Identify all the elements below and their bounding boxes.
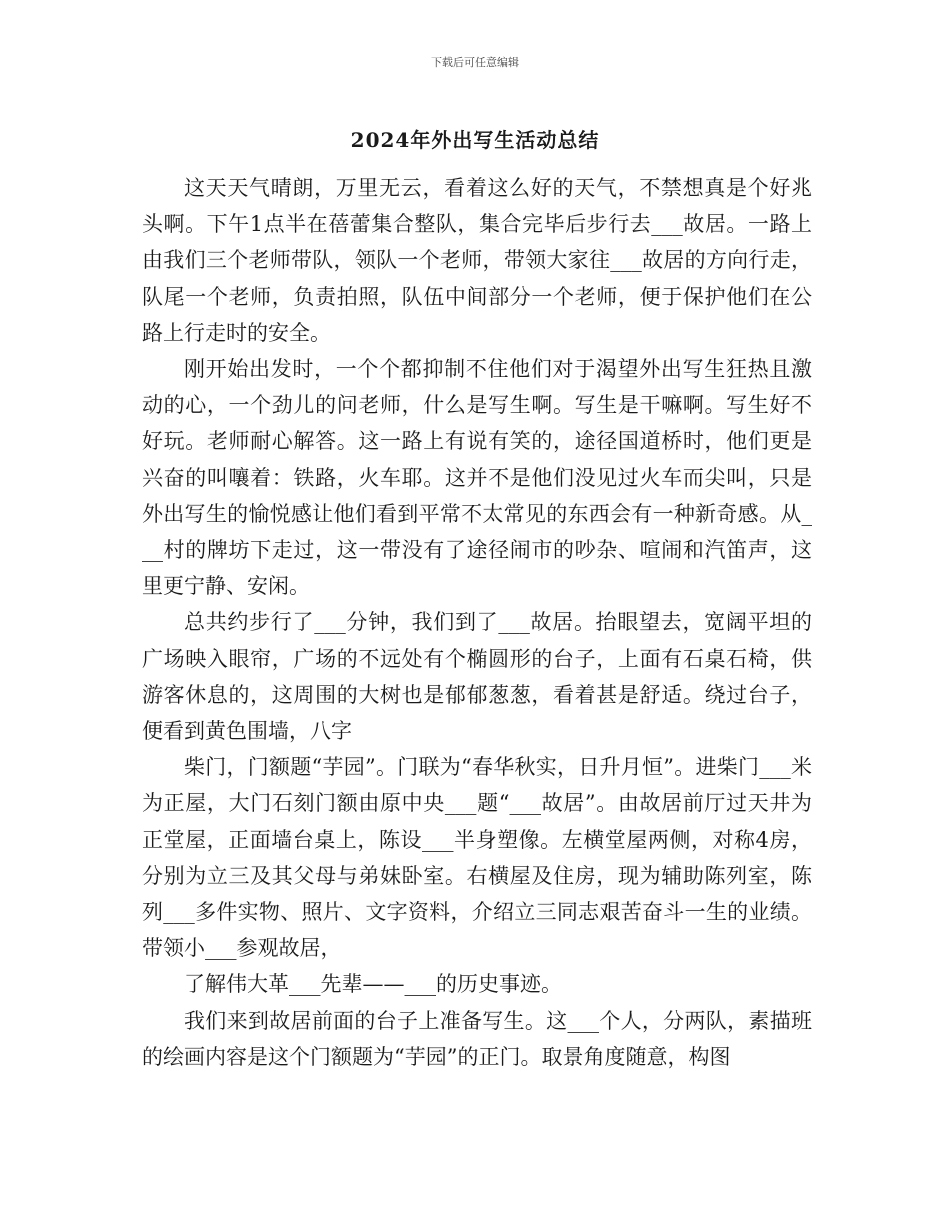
document-body — [142, 170, 812, 1075]
paragraph: 我们来到故居前面的台子上准备写生。这___个人，分两队，素描班的绘画内容是这个门额题为“芋园”的正门。取景角度随意，构图 — [142, 1008, 812, 1069]
page-header-note: 下载后可任意编辑 — [431, 56, 519, 69]
paragraph: 刚开始出发时，一个个都抑制不住他们对于渴望外出写生狂热且激动的心，一个劲儿的问老师，什么是写生啊。写生是干嘛啊。写生好不好玩。老师耐心解答。这一路上有说有笑的，途径国道桥时，他们更是兴奋的叫嚷着：铁路，火车耶。这并不是他们没见过火车而尖叫，只是外出写生的愉悦感让他们看到平常不太常见的东西会有一种新奇感。从___村的牌坊下走过，这一带没有了途径闹市的吵杂、喧闹和汽笛声，这里更宁静、安闲。 — [142, 357, 812, 599]
paragraph: 总共约步行了___分钟，我们到了___故居。抬眼望去，宽阔平坦的广场映入眼帘，广场的不远处有个椭圆形的台子，上面有石桌石椅，供游客休息的，这周围的大树也是郁郁葱葱，看着甚是舒适。绕过台子，便看到黄色围墙，八字 — [142, 610, 812, 744]
paragraph: 柴门，门额题“芋园”。门联为“春华秋实，日升月恒”。进柴门___米为正屋，大门石刻门额由原中央___题“___故居”。由故居前厅过天井为正堂屋，正面墙台桌上，陈设___半身塑像。左横堂屋两侧，对称4房，分别为立三及其父母与弟妹卧室。右横屋及住房，现为辅助陈列室，陈列___多件实物、照片、文字资料，介绍立三同志艰苦奋斗一生的业绩。带领小___参观故居， — [142, 755, 812, 961]
document-title: 2024年外出写生活动总结 — [350, 128, 600, 152]
paragraph: 了解伟大革___先辈——___的历史事迹。 — [184, 972, 562, 997]
paragraph: 这天天气晴朗，万里无云，看着这么好的天气，不禁想真是个好兆头啊。下午1点半在蓓蕾集合整队，集合完毕后步行去___故居。一路上由我们三个老师带队，领队一个老师，带领大家往___故居的方向行走，队尾一个老师，负责拍照，队伍中间部分一个老师，便于保护他们在公路上行走时的安全。 — [142, 176, 812, 345]
